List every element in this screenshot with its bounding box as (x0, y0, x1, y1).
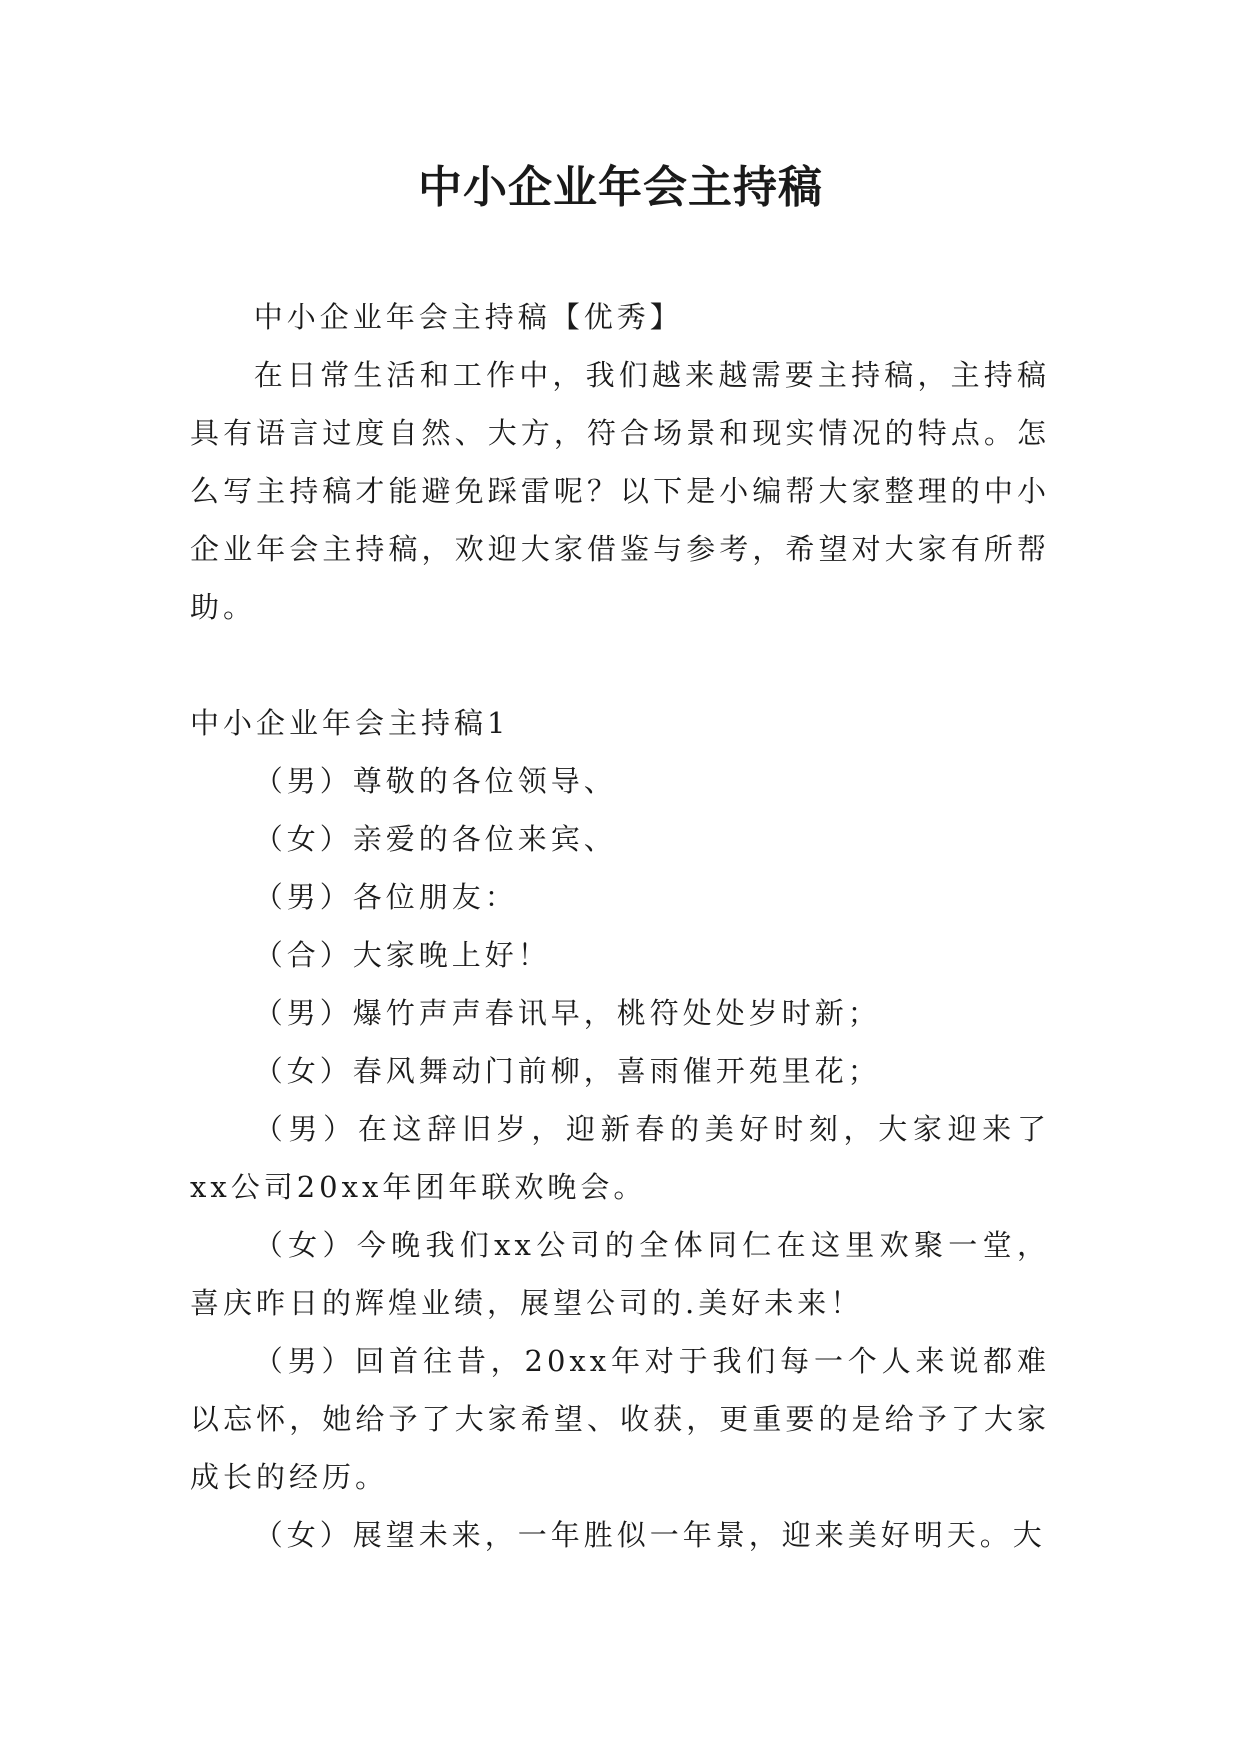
script-line: （女）春风舞动门前柳，喜雨催开苑里花； (253, 1054, 881, 1088)
script-line: （合）大家晚上好！ (253, 938, 551, 972)
script-line: （男）在这辞旧岁，迎新春的美好时刻，大家迎来了xx公司20xx年团年联欢晚会。 (190, 1112, 1050, 1204)
script-line: （女）亲爱的各位来宾、 (253, 822, 617, 856)
section-heading: 中小企业年会主持稿1 (190, 706, 510, 740)
subtitle-paragraph: 中小企业年会主持稿【优秀】 (253, 300, 683, 334)
script-line: （男）各位朋友： (253, 880, 518, 914)
script-line: （男）回首往昔，20xx年对于我们每一个人来说都难以忘怀，她给予了大家希望、收获，更重要的是给予了大家成长的经历。 (190, 1344, 1050, 1494)
script-line: （男）爆竹声声春讯早，桃符处处岁时新； (253, 996, 881, 1030)
script-line: （女）展望未来，一年胜似一年景，迎来美好明天。大 (253, 1518, 1046, 1552)
document-body (190, 288, 1050, 1564)
document-title: 中小企业年会主持稿 (418, 162, 823, 213)
paragraph-spacer (190, 636, 1050, 694)
intro-paragraph: 在日常生活和工作中，我们越来越需要主持稿，主持稿具有语言过度自然、大方，符合场景和现实情况的特点。怎么写主持稿才能避免踩雷呢？以下是小编帮大家整理的中小企业年会主持稿，欢迎大家借鉴与参考，希望对大家有所帮助。 (190, 358, 1050, 624)
script-line: （男）尊敬的各位领导、 (253, 764, 617, 798)
script-line: （女）今晚我们xx公司的全体同仁在这里欢聚一堂，喜庆昨日的辉煌业绩，展望公司的.美好未来！ (190, 1228, 1050, 1320)
